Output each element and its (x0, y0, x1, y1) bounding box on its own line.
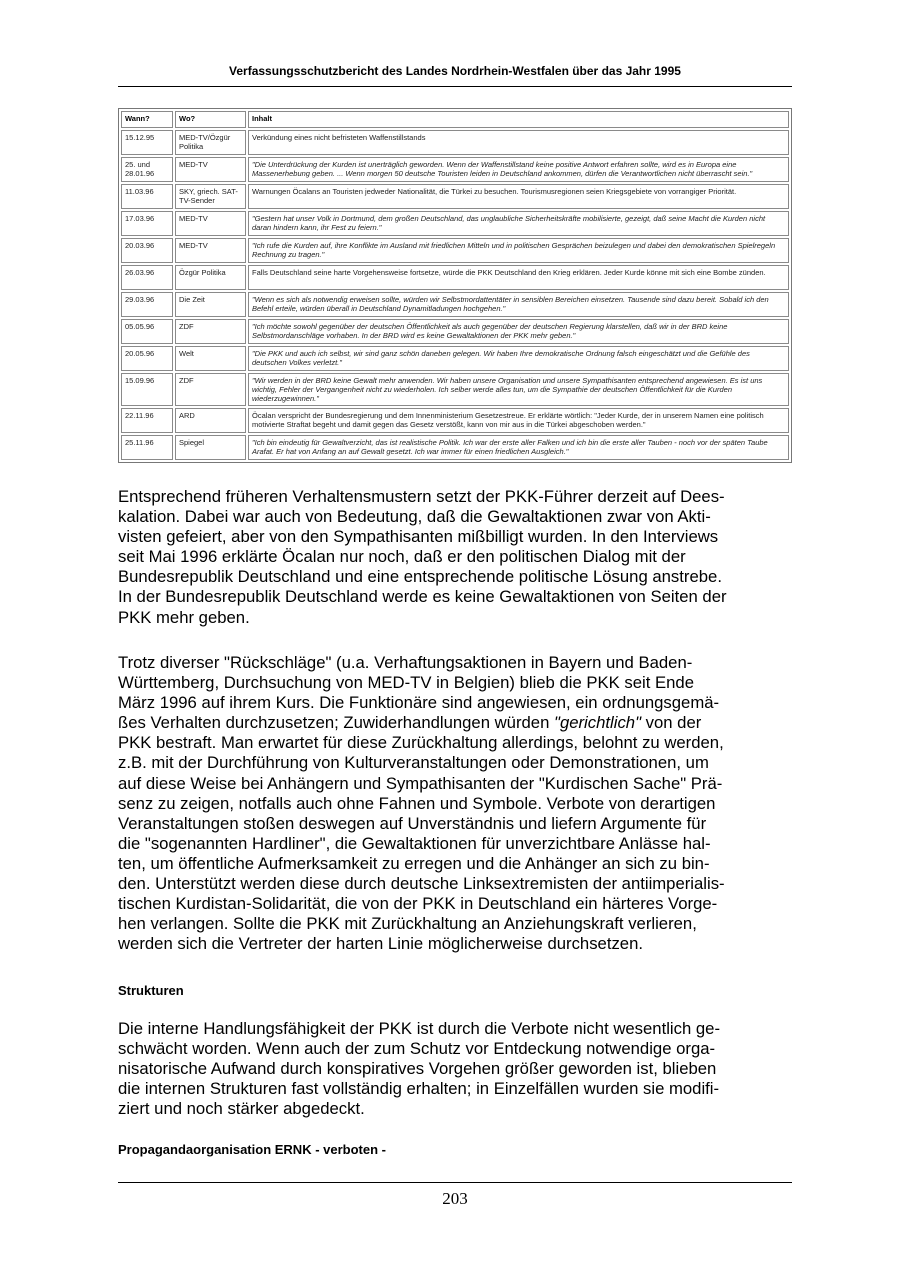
table-row (121, 157, 789, 182)
table-row (121, 435, 789, 460)
table-row (121, 319, 789, 344)
text-line: senz zu zeigen, notfalls auch ohne Fahnen und Symbole. Verbote von derartigen (118, 793, 716, 813)
table-row (121, 130, 789, 155)
text-line: Entsprechend früheren Verhaltensmustern setzt der PKK-Führer derzeit auf Dees- (118, 487, 725, 506)
table-header-row (121, 111, 789, 128)
table-row (121, 184, 789, 209)
cell-where: Spiegel (175, 435, 246, 460)
table-row (121, 265, 789, 290)
table-row (121, 346, 789, 371)
column-header-content: Inhalt (248, 111, 789, 128)
cell-content: "Wir werden in der BRD keine Gewalt mehr anwenden. Wir haben unsere Organisation und unsere Sympathisanten entsprechend angewiesen. Es ist uns wichtig, Fehler der Vergangenheit nicht zu wiederholen. Ich selber werde alles tun, um die Sympathie der deutschen Öffentlichkeit für die Kurden wiederzugewinnen." (248, 373, 789, 406)
text-line: PKK mehr geben. (118, 607, 250, 627)
text-line: Württemberg, Durchsuchung von MED-TV in Belgien) blieb die PKK seit Ende (118, 673, 694, 693)
cell-where: Die Zeit (175, 292, 246, 317)
column-header-when: Wann? (121, 111, 173, 128)
text-line: die "sogenannten Hardliner", die Gewaltaktionen für unverzichtbare Anlässe hal- (118, 833, 711, 853)
text-segment: von der (641, 713, 702, 733)
cell-content: Verkündung eines nicht befristeten Waffenstillstands (248, 130, 789, 155)
cell-content: Öcalan verspricht der Bundesregierung und dem Innenministerium Gesetzestreue. Er erklärte wörtlich: "Jeder Kurde, der in unserem Namen eine politisch motivierte Straftat begeht und damit gegen das Gesetz verstößt, kann von mir aus in die Türkei abgeschoben werden." (248, 408, 789, 433)
text-line: schwächt worden. Wenn auch der zum Schutz vor Entdeckung notwendige orga- (118, 1039, 716, 1059)
text-line: Trotz diverser "Rückschläge" (u.a. Verhaftungsaktionen in Bayern und Baden- (118, 653, 693, 672)
text-segment: ßes Verhalten durchzusetzen; Zuwiderhandlungen würden (118, 713, 555, 733)
text-line: Die interne Handlungsfähigkeit der PKK ist durch die Verbote nicht wesentlich ge- (118, 1019, 721, 1038)
cell-date: 20.03.96 (121, 238, 173, 263)
cell-where: ZDF (175, 319, 246, 344)
table-row (121, 373, 789, 406)
statements-table (118, 108, 792, 463)
header-rule (118, 86, 792, 87)
cell-content: Falls Deutschland seine harte Vorgehensweise fortsetze, würde die PKK Deutschland den Krieg erklären. Jeder Kurde könne mit sich eine Bombe zünden. (248, 265, 789, 290)
cell-content: "Ich möchte sowohl gegenüber der deutschen Öffentlichkeit als auch gegenüber der deutschen Regierung klarstellen, daß wir in der BRD keine Selbstmordanschläge vorhaben. In der BRD wird es keine Gewaltaktionen der PKK mehr geben." (248, 319, 789, 344)
page-header: Verfassungsschutzbericht des Landes Nordrhein-Westfalen über das Jahr 1995 (229, 64, 681, 78)
cell-date: 20.05.96 (121, 346, 173, 371)
emphasis-gerichtlich: "gerichtlich" (554, 713, 641, 733)
table-row (121, 238, 789, 263)
cell-content: "Ich rufe die Kurden auf, ihre Konflikte im Ausland mit friedlichen Mitteln und in politischen Gesprächen beizulegen und dabei den demokratischen Spielregeln Rechnung zu tragen." (248, 238, 789, 263)
table-row (121, 408, 789, 433)
cell-where: ARD (175, 408, 246, 433)
text-line: PKK bestraft. Man erwartet für diese Zurückhaltung allerdings, belohnt zu werden, (118, 733, 724, 753)
cell-where: MED-TV/Özgür Politika (175, 130, 246, 155)
text-line (118, 713, 792, 733)
cell-date: 26.03.96 (121, 265, 173, 290)
text-line: auf diese Weise bei Anhängern und Sympathisanten der "Kurdischen Sache" Prä- (118, 773, 723, 793)
table-body (121, 130, 789, 460)
cell-date: 17.03.96 (121, 211, 173, 236)
cell-date: 15.12.95 (121, 130, 173, 155)
text-line: die internen Strukturen fast vollständig erhalten; in Einzelfällen wurden sie modifi- (118, 1079, 720, 1099)
text-line: den. Unterstützt werden diese durch deutsche Linksextremisten der antiimperialis- (118, 874, 725, 894)
cell-date: 11.03.96 (121, 184, 173, 209)
cell-content: "Gestern hat unser Volk in Dortmund, dem großen Deutschland, das unglaubliche Sicherheitskräfte mobilisierte, gezeigt, daß seine Macht die Kurden nicht daran hindern kann, ihr Fest zu feiern." (248, 211, 789, 236)
text-line: tischen Kurdistan-Solidarität, die von der PKK in Deutschland ein härteres Vorge- (118, 894, 718, 914)
text-line: kalation. Dabei war auch von Bedeutung, daß die Gewaltaktionen zwar von Akti- (118, 507, 711, 527)
section-heading-ernk: Propagandaorganisation ERNK - verboten - (118, 1142, 386, 1157)
cell-where: MED-TV (175, 211, 246, 236)
cell-content: "Die PKK und auch ich selbst, wir sind ganz schön daneben gelegen. Wir haben Ihre demokratische Ordnung falsch eingeschätzt und die Gefühle des deutschen Volkes verletzt." (248, 346, 789, 371)
text-line: ten, um öffentliche Aufmerksamkeit zu erregen und die Anhänger an sich zu bin- (118, 853, 710, 873)
text-line: nisatorische Aufwand durch konspiratives Vorgehen größer geworden ist, blieben (118, 1059, 717, 1079)
paragraph-structures (118, 1019, 792, 1119)
cell-date: 25.11.96 (121, 435, 173, 460)
cell-content: "Wenn es sich als notwendig erweisen sollte, würden wir Selbstmordattentäter in sensiblen Bereichen einsetzen. Tausende sind dazu bereit. Sobald ich den Befehl erteile, würden überall in Deutschland Dynamitladungen hochgehen." (248, 292, 789, 317)
cell-content: "Die Unterdrückung der Kurden ist unerträglich geworden. Wenn der Waffenstillstand keine positive Antwort erfahren sollte, wird es in Europa eine Massenerhebung geben. ... Wenn morgen 50 deutsche Touristen leiden in Deutschland ankommen, dürfen die Verantwortlichen nicht überrascht sein." (248, 157, 789, 182)
text-line: werden sich die Vertreter der harten Linie möglicherweise durchsetzen. (118, 934, 644, 954)
cell-date: 22.11.96 (121, 408, 173, 433)
cell-date: 29.03.96 (121, 292, 173, 317)
cell-where: MED-TV (175, 157, 246, 182)
text-line: hen verlangen. Sollte die PKK mit Zurückhaltung an Anziehungskraft verlieren, (118, 914, 697, 934)
paragraph-setbacks (118, 653, 792, 954)
cell-date: 05.05.96 (121, 319, 173, 344)
cell-content: Warnungen Öcalans an Touristen jedweder Nationalität, die Türkei zu besuchen. Tourismusregionen seien Kriegsgebiete von vorrangiger Priorität. (248, 184, 789, 209)
text-line: seit Mai 1996 erklärte Öcalan nur noch, daß er den politischen Dialog mit der (118, 547, 686, 567)
section-heading-strukturen: Strukturen (118, 983, 184, 998)
cell-where: SKY, griech. SAT-TV-Sender (175, 184, 246, 209)
statements-table-container (118, 108, 792, 463)
cell-content: "Ich bin eindeutig für Gewaltverzicht, das ist realistische Politik. Ich war der erste aller Falken und ich bin die erste aller Tauben - noch vor der späten Taube Arafat. Er hat von Anfang an auf Gewalt gesetzt. Ich war immer für einen friedlichen Ausgleich." (248, 435, 789, 460)
page-number: 203 (442, 1189, 468, 1208)
text-line: Bundesrepublik Deutschland und eine entsprechende politische Lösung anstrebe. (118, 567, 722, 587)
text-line: März 1996 auf ihrem Kurs. Die Funktionäre sind angewiesen, ein ordnungsgemä- (118, 693, 720, 713)
cell-where: Welt (175, 346, 246, 371)
cell-date: 15.09.96 (121, 373, 173, 406)
cell-date: 25. und 28.01.96 (121, 157, 173, 182)
text-line: Veranstaltungen stoßen deswegen auf Unverständnis und liefern Argumente für (118, 813, 707, 833)
footer-rule (118, 1182, 792, 1183)
cell-where: ZDF (175, 373, 246, 406)
paragraph-deescalation (118, 487, 792, 628)
table-row (121, 292, 789, 317)
cell-where: Özgür Politika (175, 265, 246, 290)
text-line: z.B. mit der Durchführung von Kulturveranstaltungen oder Demonstrationen, um (118, 753, 709, 773)
text-line: ziert und noch stärker abgedeckt. (118, 1099, 365, 1119)
column-header-where: Wo? (175, 111, 246, 128)
text-line: visten gefeiert, aber von den Sympathisanten mißbilligt wurden. In den Interviews (118, 527, 719, 547)
cell-where: MED-TV (175, 238, 246, 263)
text-line: In der Bundesrepublik Deutschland werde es keine Gewaltaktionen von Seiten der (118, 587, 727, 607)
table-row (121, 211, 789, 236)
